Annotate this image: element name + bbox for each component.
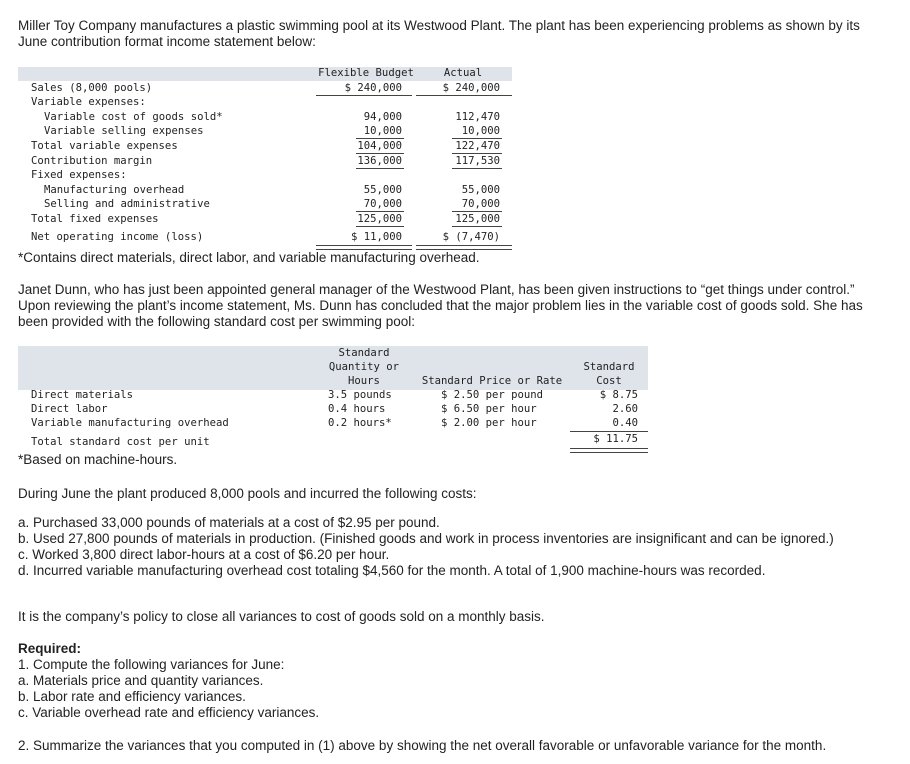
sales-actual: $ 240,000	[442, 82, 500, 94]
mfgoh-flex: 55,000	[363, 184, 402, 196]
standard-footnote: *Based on machine-hours.	[18, 452, 178, 467]
underline-cm-flex	[356, 168, 404, 169]
required-item-1b: b. Labor rate and efficiency variances.	[18, 689, 246, 704]
std-row-label-direct-labor: Direct labor	[31, 403, 108, 415]
row-label-net-operating-income: Net operating income (loss)	[31, 231, 204, 243]
vselling-actual: 10,000	[461, 125, 500, 137]
cost-item-a: a. Purchased 33,000 pounds of materials at a cost of $2.95 per pound.	[18, 515, 440, 530]
underline-totalvar-actual	[452, 153, 502, 154]
row-label-contribution-margin: Contribution margin	[31, 155, 153, 167]
underline-sga-flex	[356, 211, 404, 212]
row-label-total-variable: Total variable expenses	[31, 140, 178, 152]
vcogs-actual: 112,470	[455, 111, 500, 123]
underline-std-cost	[570, 431, 648, 432]
row-label-sales: Sales (8,000 pools)	[31, 82, 153, 94]
header-qty-line1: Standard	[338, 347, 390, 359]
cm-actual: 117,530	[455, 155, 500, 167]
row-label-total-fixed: Total fixed expenses	[31, 213, 159, 225]
cost-item-d: d. Incurred variable manufacturing overhead cost totaling $4,560 for the month. A total of 1,900 machine-hours was recorded.	[18, 563, 766, 578]
std-qty-direct-materials: 3.5 pounds	[328, 389, 392, 401]
totalfixed-actual: 125,000	[455, 213, 500, 225]
underline-sales-actual	[416, 95, 512, 96]
header-cost-line2: Cost	[596, 375, 622, 387]
header-qty-line2: Quantity or	[328, 361, 400, 373]
vcogs-flex: 94,000	[363, 111, 402, 123]
header-price-rate: Standard Price or Rate	[421, 375, 563, 387]
std-cost-direct-materials: $ 8.75	[599, 389, 638, 401]
row-label-manufacturing-overhead: Manufacturing overhead	[44, 184, 185, 196]
required-heading: Required:	[18, 641, 82, 656]
required-section	[18, 641, 870, 721]
cm-flex: 136,000	[357, 155, 402, 167]
required-item-2: 2. Summarize the variances that you computed in (1) above by showing the net overall favorable or unfavorable variance for the month.	[18, 738, 827, 753]
row-label-variable-selling: Variable selling expenses	[44, 125, 204, 137]
totalfixed-flex: 125,000	[357, 213, 402, 225]
mfgoh-actual: 55,000	[461, 184, 500, 196]
underline-cm-actual	[452, 168, 502, 169]
std-cost-variable-overhead: 0.40	[612, 417, 638, 429]
underline-vselling-flex	[356, 138, 404, 139]
header-cost-line1: Standard	[583, 361, 635, 373]
double-underline-std-total	[570, 448, 648, 453]
row-label-selling-admin: Selling and administrative	[44, 198, 210, 210]
std-price-direct-labor: $ 6.50 per hour	[441, 403, 537, 415]
underline-sales-flex	[316, 95, 412, 96]
policy-paragraph: It is the company’s policy to close all variances to cost of goods sold on a monthly basis.	[18, 609, 545, 624]
underline-totalvar-flex	[356, 153, 404, 154]
std-total-cost: $ 11.75	[593, 433, 638, 445]
underline-sga-actual	[452, 211, 502, 212]
std-total-label: Total standard cost per unit	[31, 436, 210, 448]
income-footnote: *Contains direct materials, direct labor, and variable manufacturing overhead.	[18, 250, 480, 265]
underline-totalfixed-flex	[356, 226, 404, 227]
underline-totalfixed-actual	[452, 226, 502, 227]
std-price-direct-materials: $ 2.50 per pound	[441, 389, 544, 401]
std-price-variable-overhead: $ 2.00 per hour	[441, 417, 537, 429]
col-flexible-budget: Flexible Budget	[318, 67, 414, 79]
cost-item-c: c. Worked 3,800 direct labor-hours at a cost of $6.20 per hour.	[18, 547, 390, 562]
underline-vselling-actual	[452, 138, 502, 139]
vselling-flex: 10,000	[363, 125, 402, 137]
noi-actual: $ (7,470)	[442, 231, 500, 243]
required-item-1c: c. Variable overhead rate and efficiency variances.	[18, 705, 320, 720]
std-cost-direct-labor: 2.60	[612, 403, 638, 415]
std-qty-direct-labor: 0.4 hours	[328, 403, 386, 415]
std-row-label-direct-materials: Direct materials	[31, 389, 134, 401]
row-label-fixed-expenses: Fixed expenses:	[31, 169, 127, 181]
required-item-1: 1. Compute the following variances for June:	[18, 657, 285, 672]
production-paragraph: During June the plant produced 8,000 pools and incurred the following costs:	[18, 486, 477, 501]
intro-paragraph: Miller Toy Company manufactures a plastic swimming pool at its Westwood Plant. The plant has been experiencing problems as shown by its June contribution format income statement below:	[18, 18, 860, 49]
totalvar-flex: 104,000	[357, 140, 402, 152]
cost-item-b: b. Used 27,800 pounds of materials in production. (Finished goods and work in process inventories are insignificant and can be ignored.)	[18, 531, 834, 546]
noi-flex: $ 11,000	[350, 231, 402, 243]
sales-flex: $ 240,000	[344, 82, 402, 94]
dunn-paragraph: Janet Dunn, who has just been appointed general manager of the Westwood Plant, has been given instructions to “get things under control.” Upon reviewing the plant’s income statement, Ms. Dunn has concluded that the major problem lies in the variable cost of goods sold. She has been provided with the following standard cost per swimming pool:	[18, 282, 863, 329]
row-label-variable-expenses: Variable expenses:	[31, 96, 146, 108]
header-qty-line3: Hours	[348, 375, 380, 387]
required-item-1a: a. Materials price and quantity variances.	[18, 673, 264, 688]
row-label-variable-cogs: Variable cost of goods sold*	[44, 111, 223, 123]
col-actual: Actual	[443, 67, 483, 79]
totalvar-actual: 122,470	[455, 140, 500, 152]
std-row-label-variable-overhead: Variable manufacturing overhead	[31, 417, 229, 429]
sga-flex: 70,000	[363, 198, 402, 210]
cost-list	[18, 515, 870, 579]
std-qty-variable-overhead: 0.2 hours*	[328, 417, 392, 429]
sga-actual: 70,000	[461, 198, 500, 210]
